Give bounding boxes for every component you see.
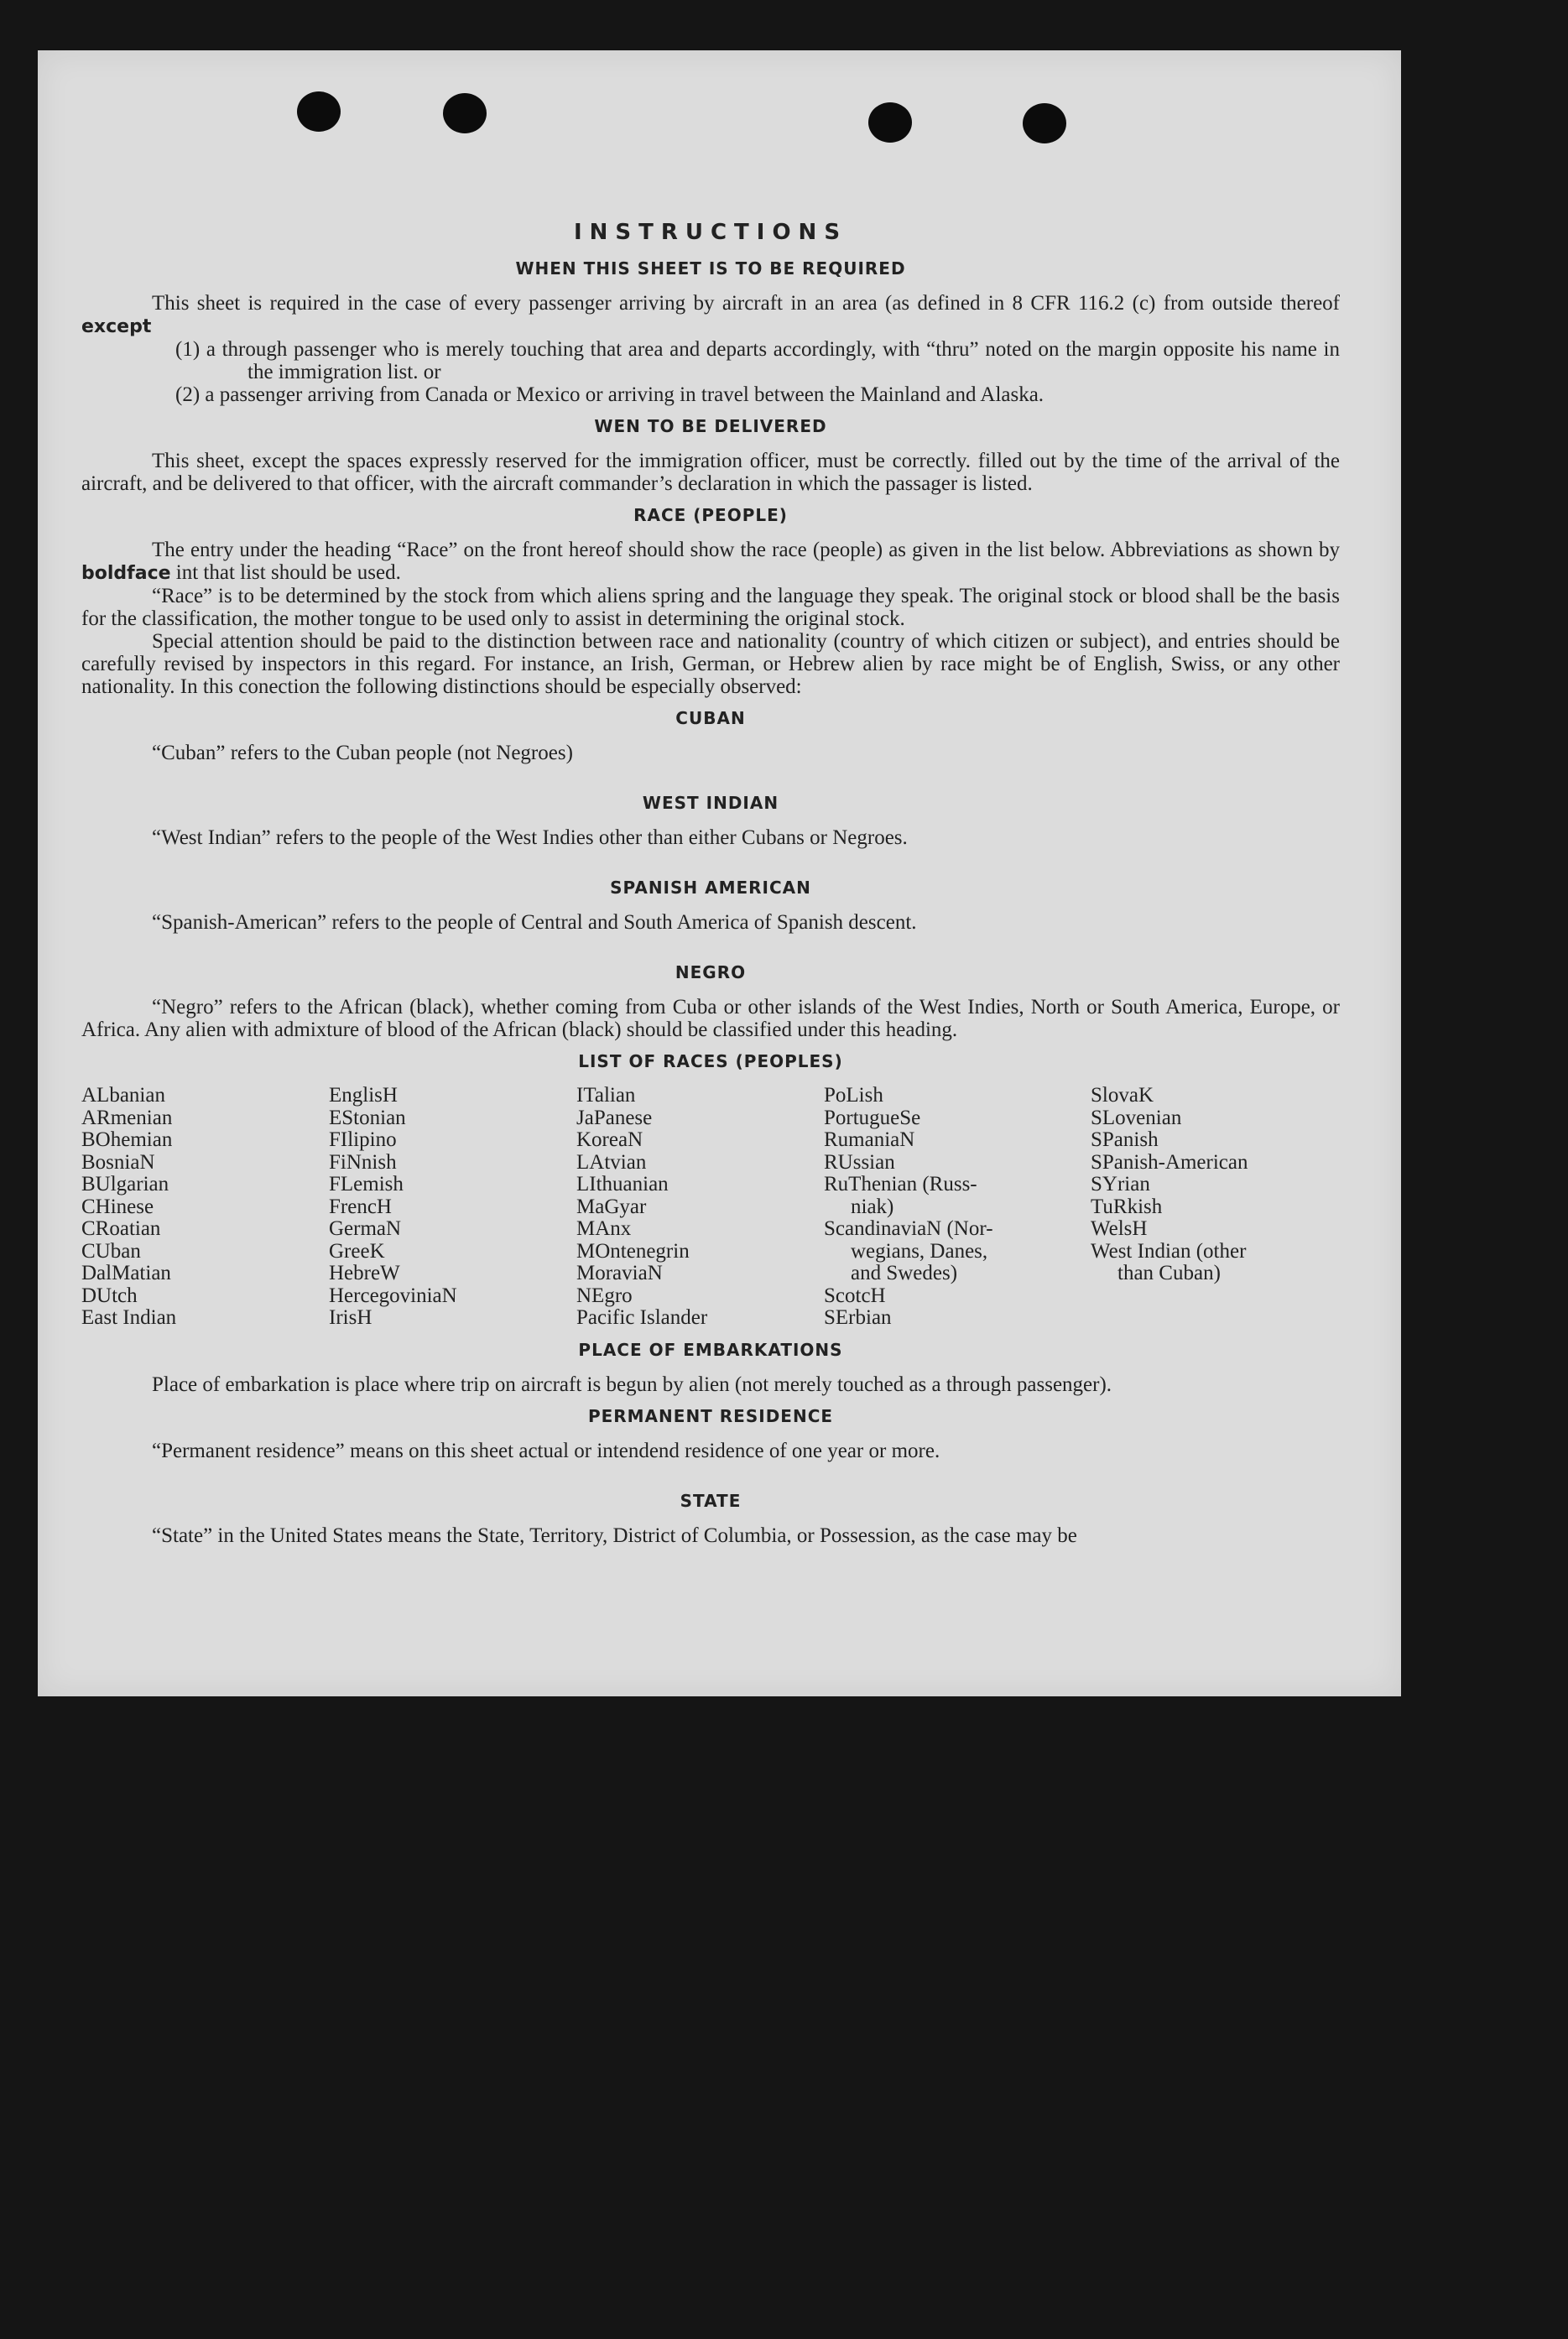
section-heading-spanish-american: SPANISH AMERICAN — [610, 878, 811, 898]
race-entry: MoraviaN — [576, 1262, 663, 1284]
race-entry: DalMatian — [81, 1262, 171, 1284]
race-entry: Pacific Islander — [576, 1306, 708, 1329]
race-entry: ScandinaviaN (Nor- — [824, 1217, 993, 1240]
race-column — [576, 1085, 824, 1330]
race-list — [81, 1085, 1340, 1330]
cuban-text: “Cuban” refers to the Cuban people (not Negroes) — [152, 742, 573, 764]
race-paragraph-2: “Race” is to be determined by the stock from which aliens spring and the language they speak. The original stock or blood shall be the basis for the classification, the mother tongue to be used only to assist in determining the original stock. — [81, 585, 1340, 630]
race-entry: PoLish — [824, 1084, 883, 1107]
state-text: “State” in the United States means the State, Territory, District of Columbia, or Possession, as the case may be — [152, 1524, 1077, 1547]
race-column — [81, 1085, 329, 1330]
race-entry-continued: wegians, Danes, — [851, 1239, 988, 1263]
race-entry: HercegoviniaN — [329, 1284, 457, 1307]
race-entry-continued: than Cuban) — [1117, 1262, 1221, 1284]
section-heading-embarkation: PLACE OF EMBARKATIONS — [578, 1339, 843, 1360]
required-item-2: (2) a passenger arriving from Canada or Mexico or arriving in travel between the Mainland and Alaska. — [175, 383, 1044, 406]
race-column — [824, 1085, 1091, 1330]
race-entry-continued: and Swedes) — [851, 1262, 958, 1284]
race-entry: MOntenegrin — [576, 1239, 690, 1263]
punch-hole — [1023, 103, 1066, 143]
race-entry: GreeK — [329, 1239, 385, 1263]
race-entry: East Indian — [81, 1306, 177, 1329]
punch-hole — [443, 93, 487, 133]
required-item-1: (1) a through passenger who is merely touching that area and departs accordingly, with “thru” noted on the margin opposite his name in the immigration list. or — [175, 338, 1340, 383]
race-entry: ScotcH — [824, 1284, 886, 1307]
race-entry: FrencH — [329, 1195, 392, 1218]
negro-text: “Negro” refers to the African (black), whether coming from Cuba or other islands of the West Indies, North or South America, Europe, or Africa. Any alien with admixture of blood of the African (black) should be classified under this heading. — [81, 996, 1340, 1041]
race-entry: EnglisH — [329, 1084, 398, 1107]
section-heading-cuban: CUBAN — [675, 708, 746, 728]
document-body — [81, 168, 1340, 1547]
race-entry: TuRkish — [1091, 1195, 1163, 1218]
race-entry: KoreaN — [576, 1128, 643, 1151]
race-entry: CRoatian — [81, 1217, 161, 1240]
race-column — [1091, 1085, 1340, 1330]
residence-text: “Permanent residence” means on this sheet actual or intendend residence of one year or more. — [152, 1439, 940, 1462]
race-entry: SPanish-American — [1091, 1150, 1248, 1174]
section-heading-list-of-races: LIST OF RACES (PEOPLES) — [578, 1051, 843, 1071]
race-entry: JaPanese — [576, 1106, 653, 1129]
race-entry: ITalian — [576, 1084, 636, 1107]
embarkation-text: Place of embarkation is place where trip on aircraft is begun by alien (not merely touched as a through passenger). — [152, 1373, 1112, 1396]
race-entry: BOhemian — [81, 1128, 173, 1151]
section-heading-required: WHEN THIS SHEET IS TO BE REQUIRED — [515, 258, 906, 279]
punch-hole — [868, 102, 912, 143]
race-entry: LIthuanian — [576, 1173, 669, 1196]
race-entry: CUban — [81, 1239, 141, 1263]
race-entry: WelsH — [1091, 1217, 1148, 1240]
race-entry: CHinese — [81, 1195, 154, 1218]
race-entry: RUssian — [824, 1150, 895, 1174]
section-heading-west-indian: WEST INDIAN — [642, 793, 779, 813]
punch-hole — [297, 91, 341, 132]
race-entry: BUlgarian — [81, 1173, 169, 1196]
race-entry: DUtch — [81, 1284, 138, 1307]
race-entry: FLemish — [329, 1173, 404, 1196]
race-entry: RuThenian (Russ- — [824, 1173, 977, 1196]
section-heading-race: RACE (PEOPLE) — [633, 505, 788, 525]
race-paragraph-1: The entry under the heading “Race” on the front hereof should show the race (people) as given in the list below. Abbreviations as shown by boldface int that list should be used. — [81, 539, 1340, 584]
race-entry: FIlipino — [329, 1128, 397, 1151]
race-entry: MAnx — [576, 1217, 632, 1240]
race-entry: PortugueSe — [824, 1106, 921, 1129]
race-entry: ARmenian — [81, 1106, 173, 1129]
race-column — [329, 1085, 576, 1330]
west-indian-text: “West Indian” refers to the people of the West Indies other than either Cubans or Negroes. — [152, 826, 908, 849]
race-entry: SErbian — [824, 1306, 892, 1329]
race-entry: HebreW — [329, 1262, 400, 1284]
race-entry: NEgro — [576, 1284, 633, 1307]
delivered-text: This sheet, except the spaces expressly reserved for the immigration officer, must be correctly. filled out by the time of the arrival of the aircraft, and be delivered to that officer, with the aircraft commander’s declaration in which the passager is listed. — [81, 450, 1340, 495]
race-entry: RumaniaN — [824, 1128, 915, 1151]
race-entry: LAtvian — [576, 1150, 647, 1174]
race-entry-continued: niak) — [851, 1195, 894, 1218]
section-heading-negro: NEGRO — [675, 962, 747, 982]
race-entry: IrisH — [329, 1306, 372, 1329]
spanish-american-text: “Spanish-American” refers to the people of Central and South America of Spanish descent. — [152, 911, 917, 934]
race-entry: SPanish — [1091, 1128, 1159, 1151]
race-entry: ALbanian — [81, 1084, 165, 1107]
race-entry: EStonian — [329, 1106, 406, 1129]
required-intro: This sheet is required in the case of every passenger arriving by aircraft in an area (as defined in 8 CFR 116.2 (c) from outside thereof except — [81, 292, 1340, 337]
race-entry: BosniaN — [81, 1150, 155, 1174]
race-entry: GermaN — [329, 1217, 402, 1240]
race-entry: SlovaK — [1091, 1084, 1154, 1107]
section-heading-residence: PERMANENT RESIDENCE — [587, 1405, 834, 1426]
section-heading-delivered: WEN TO BE DELIVERED — [594, 416, 827, 436]
document-sheet — [38, 50, 1401, 1696]
race-entry: MaGyar — [576, 1195, 647, 1218]
race-entry: SLovenian — [1091, 1106, 1182, 1129]
race-paragraph-3: Special attention should be paid to the distinction between race and nationality (country of which citizen or subject), and entries should be carefully revised by inspectors in this regard. For instance, an Irish, German, or Hebrew alien by race might be of English, Swiss, or any other nationality. In this conection the following distinctions should be especially observed: — [81, 630, 1340, 698]
section-heading-state: STATE — [680, 1490, 742, 1511]
race-entry: West Indian (other — [1091, 1239, 1247, 1263]
page-title: INSTRUCTIONS — [573, 220, 848, 245]
race-entry: FiNnish — [329, 1150, 397, 1174]
race-entry: SYrian — [1091, 1173, 1150, 1196]
